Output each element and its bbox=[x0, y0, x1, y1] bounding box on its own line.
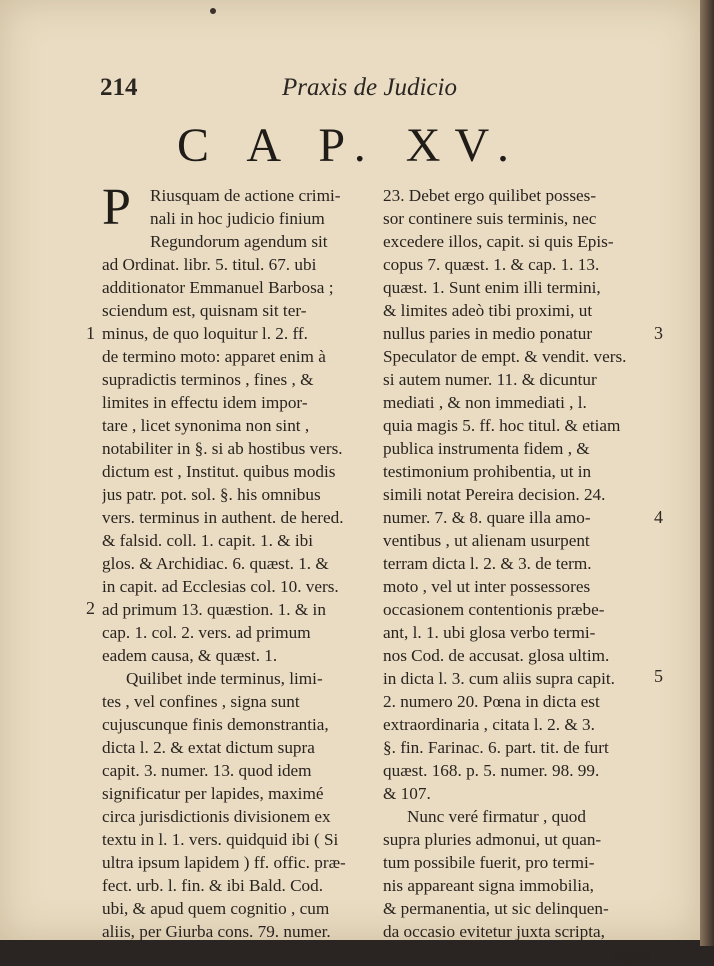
text-line: ant, l. 1. ubi glosa verbo termi- bbox=[383, 623, 596, 642]
chapter-title: C A P. XV. bbox=[177, 119, 523, 172]
text-line: de termino moto: apparet enim à bbox=[102, 347, 326, 366]
text-line: ad primum 13. quæstion. 1. & in bbox=[102, 600, 326, 619]
page-header bbox=[100, 74, 660, 104]
right-column bbox=[383, 184, 651, 966]
text-line: ultra ipsum lapidem ) ff. offic. præ- bbox=[102, 853, 346, 872]
margin-number: 2 bbox=[86, 598, 95, 618]
text-line: minus, de quo loquitur l. 2. ff. bbox=[102, 324, 308, 343]
left-column bbox=[102, 179, 370, 943]
text-line: sor continere suis terminis, nec bbox=[383, 209, 597, 228]
text-line: Regundorum agendum sit bbox=[150, 232, 328, 251]
text-line: mediati , & non immediati , l. bbox=[383, 393, 587, 412]
text-line: terram dicta l. 2. & 3. de term. bbox=[383, 554, 592, 573]
text-line: tum possibile fuerit, pro termi- bbox=[383, 853, 595, 872]
margin-number: 3 bbox=[654, 323, 663, 343]
text-line: Speculator de empt. & vendit. vers. bbox=[383, 347, 627, 366]
text-line: capit. 3. numer. 13. quod idem bbox=[102, 761, 312, 780]
text-line: dictum est , Institut. quibus modis bbox=[102, 462, 336, 481]
text-line: nullus paries in medio ponatur bbox=[383, 324, 593, 343]
text-line: ad Ordinat. libr. 5. titul. 67. ubi bbox=[102, 255, 317, 274]
text-line: supra pluries admonui, ut quan- bbox=[383, 830, 602, 849]
text-line: tes , vel confines , signa sunt bbox=[102, 692, 300, 711]
page-number: 214 bbox=[100, 74, 138, 101]
text-line: significatur per lapides, maximé bbox=[102, 784, 324, 803]
text-line: & 107. bbox=[383, 784, 431, 803]
text-line: Quilibet inde terminus, limi- bbox=[126, 669, 323, 688]
text-line: nali in hoc judicio finium bbox=[150, 209, 325, 228]
text-line: moto , vel ut inter possessores bbox=[383, 577, 591, 596]
text-line: notabiliter in §. si ab hostibus vers. bbox=[102, 439, 343, 458]
text-line: numer. 7. & 8. quare illa amo- bbox=[383, 508, 591, 527]
text-line: supradictis terminos , fines , & bbox=[102, 370, 314, 389]
text-line: Riusquam de actione crimi- bbox=[150, 186, 341, 205]
text-line: copus 7. quæst. 1. & cap. 1. 13. bbox=[383, 255, 600, 274]
text-line: simili notat Pereira decision. 24. bbox=[383, 485, 606, 504]
text-line: nis appareant signa immobilia, bbox=[383, 876, 594, 895]
text-line: ventibus , ut alienam usurpent bbox=[383, 531, 590, 550]
text-line: sciendum est, quisnam sit ter- bbox=[102, 301, 307, 320]
text-line: quæst. 168. p. 5. numer. 98. 99. bbox=[383, 761, 600, 780]
text-line: & falsid. coll. 1. capit. 1. & ibi bbox=[102, 531, 313, 550]
margin-number: 1 bbox=[86, 323, 95, 343]
text-line: occasionem contentionis præbe- bbox=[383, 600, 605, 619]
text-line: eadem causa, & quæst. 1. bbox=[102, 646, 278, 665]
text-line: in capit. ad Ecclesias col. 10. vers. bbox=[102, 577, 339, 596]
catchword: supra bbox=[611, 945, 651, 964]
text-line: nos Cod. de accusat. glosa ultim. bbox=[383, 646, 610, 665]
text-line: in dicta l. 3. cum aliis supra capit. bbox=[383, 669, 615, 688]
text-line: textu in l. 1. vers. quidquid ibi ( Si bbox=[102, 830, 339, 849]
printer-dot-ornament bbox=[210, 8, 216, 14]
text-line: fect. urb. l. fin. & ibi Bald. Cod. bbox=[102, 876, 324, 895]
text-line: glos. & Archidiac. 6. quæst. 1. & bbox=[102, 554, 329, 573]
text-line: cap. 1. col. 2. vers. ad primum bbox=[102, 623, 311, 642]
text-line: limites in effectu idem impor- bbox=[102, 393, 308, 412]
text-line: quæst. 1. Sunt enim illi termini, bbox=[383, 278, 601, 297]
text-line: extraordinaria , citata l. 2. & 3. bbox=[383, 715, 595, 734]
margin-number: 4 bbox=[654, 507, 663, 527]
text-line: 23. Debet ergo quilibet posses- bbox=[383, 186, 597, 205]
text-line: 2. numero 20. Pœna in dicta est bbox=[383, 692, 600, 711]
text-line: circa jurisdictionis divisionem ex bbox=[102, 807, 331, 826]
text-line: vers. terminus in authent. de hered. bbox=[102, 508, 344, 527]
text-line: Nunc veré firmatur , quod bbox=[407, 807, 586, 826]
text-line: additionator Emmanuel Barbosa ; bbox=[102, 278, 334, 297]
text-line: & limites adeò tibi proximi, ut bbox=[383, 301, 593, 320]
text-line: & permanentia, ut sic delinquen- bbox=[383, 899, 609, 918]
text-line: tare , licet synonima non sint , bbox=[102, 416, 310, 435]
text-line: dicta l. 2. & extat dictum supra bbox=[102, 738, 315, 757]
text-line: si autem numer. 11. & dicuntur bbox=[383, 370, 597, 389]
text-line: publica instrumenta fidem , & bbox=[383, 439, 590, 458]
text-line: testimonium prohibentia, ut in bbox=[383, 462, 592, 481]
text-line: jus patr. pot. sol. §. his omnibus bbox=[102, 485, 321, 504]
running-head: Praxis de Judicio bbox=[282, 74, 457, 101]
text-line: §. fin. Farinac. 6. part. tit. de furt bbox=[383, 738, 609, 757]
text-line: da occasio evitetur juxta scripta, bbox=[383, 922, 605, 941]
text-line: ubi, & apud quem cognitio , cum bbox=[102, 899, 330, 918]
margin-number: 5 bbox=[654, 666, 663, 686]
book-page-edge bbox=[700, 0, 714, 946]
drop-cap: P bbox=[102, 179, 131, 236]
text-line: aliis, per Giurba cons. 79. numer. bbox=[102, 922, 331, 941]
text-line: excedere illos, capit. si quis Epis- bbox=[383, 232, 614, 251]
text-line: cujuscunque finis demonstrantia, bbox=[102, 715, 329, 734]
text-line: quia magis 5. ff. hoc titul. & etiam bbox=[383, 416, 621, 435]
